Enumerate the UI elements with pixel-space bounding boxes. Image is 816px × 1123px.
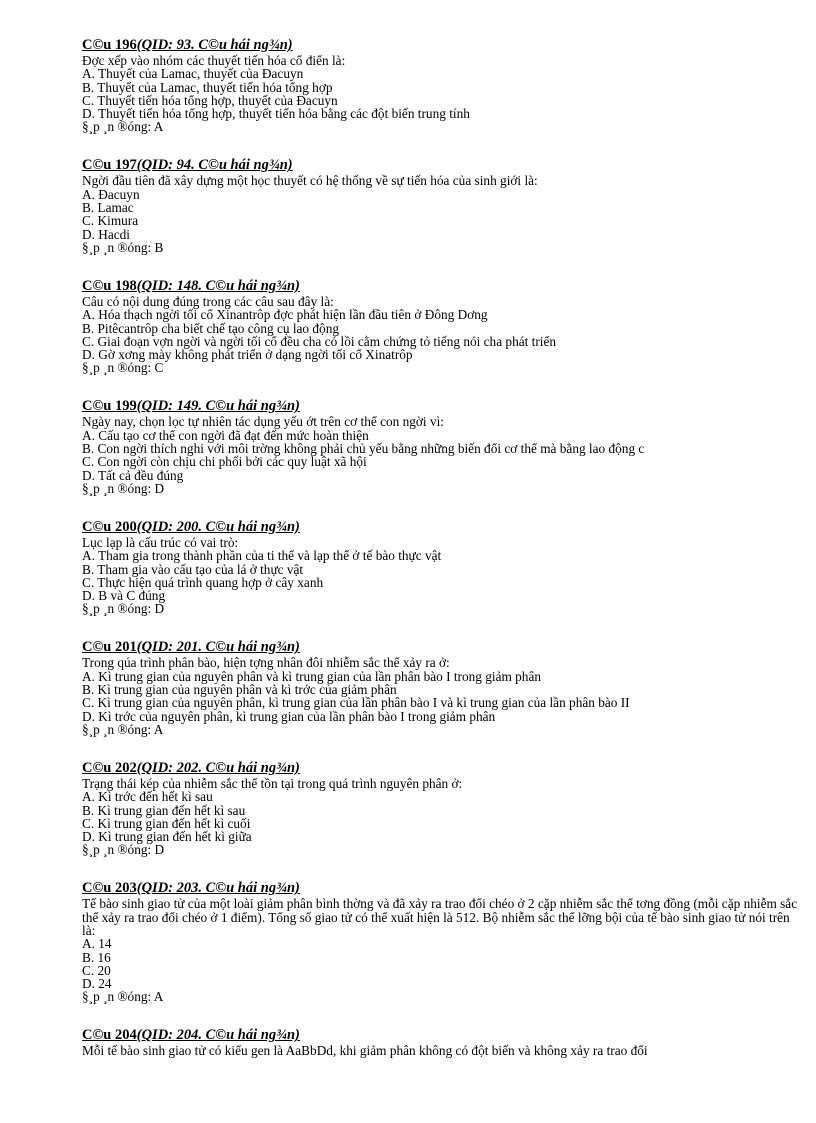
answer-option: A. Kì trung gian của nguyên phân và kì trung gian của lần phân bào I trong giảm phân <box>82 668 541 684</box>
correct-answer: §¸p ¸n ®óng: A <box>82 989 164 1005</box>
question-number: C©u 203 <box>82 880 137 897</box>
correct-answer: §¸p ¸n ®óng: A <box>82 119 164 135</box>
answer-option: A. Cấu tạo cơ thể con ngời đã đạt đến mức hoàn thiện <box>82 427 369 443</box>
answer-option: C. Thuyết tiến hóa tổng hợp, thuyết của Đacuyn <box>82 92 338 108</box>
question-heading <box>82 399 802 415</box>
correct-answer: §¸p ¸n ®óng: C <box>82 360 164 376</box>
answer-option: C. Kì trung gian đến hết kì cuối <box>82 815 251 831</box>
question-meta: (QID: 203. C©u hái ng¾n) <box>136 880 300 897</box>
answer-option: D. Thuyết tiến hóa tổng hợp, thuyết tiến hóa bằng các đột biến trung tính <box>82 106 470 122</box>
correct-answer: §¸p ¸n ®óng: A <box>82 721 164 737</box>
answer-option: B. 16 <box>82 949 111 965</box>
answer-option: A. Đacuyn <box>82 186 140 202</box>
answer-option: A. Hóa thạch ngời tối cổ Xinantrôp đợc phát hiện lần đầu tiên ở Đông Dơng <box>82 307 488 323</box>
question-meta: (QID: 148. C©u hái ng¾n) <box>136 277 300 294</box>
question-block <box>82 520 802 616</box>
question-meta: (QID: 94. C©u hái ng¾n) <box>136 157 293 174</box>
question-meta: (QID: 93. C©u hái ng¾n) <box>136 37 293 53</box>
question-block <box>82 640 802 736</box>
question-number: C©u 202 <box>82 759 137 776</box>
question-heading <box>82 881 802 897</box>
answer-option: A. Thuyết của Lamac, thuyết của Đacuyn <box>82 66 304 82</box>
question-block <box>82 881 802 1004</box>
question-number: C©u 198 <box>82 277 137 294</box>
answer-option: C. Kì trung gian của nguyên phân, kì trung gian của lần phân bào I và kì trung gian của lần phân bào II <box>82 695 630 711</box>
question-stem: Trong qúa trình phân bào, hiện tợng nhân đôi nhiễm sắc thể xảy ra ở: <box>82 655 450 671</box>
question-block <box>82 761 802 857</box>
question-number: C©u 200 <box>82 518 137 535</box>
answer-option: B. Kì trung gian của nguyên phân và kì trớc của giảm phân <box>82 682 397 698</box>
question-stem: Lục lạp là cấu trúc có vai trò: <box>82 534 239 550</box>
question-stem: Đợc xếp vào nhóm các thuyết tiến hóa cổ điển là: <box>82 53 346 68</box>
answer-option: D. B và C đúng <box>82 588 166 604</box>
question-meta: (QID: 201. C©u hái ng¾n) <box>136 639 300 656</box>
answer-option: B. Thuyết của Lamac, thuyết tiến hóa tổng hợp <box>82 79 333 95</box>
question-meta: (QID: 202. C©u hái ng¾n) <box>136 759 300 776</box>
answer-option: B. Kì trung gian đến hết kì sau <box>82 802 246 818</box>
question-stem: Tế bào sinh giao tử của một loài giảm phân bình thờng và đã xảy ra trao đổi chéo ở 2 cặp nhiễm sắc thể tơng đồng (mỗi cặp nhiễm sắc thể xảy ra trao đổi chéo ở 1 điểm). Tổng số giao tử có thể xuất hiện là 512. Bộ nhiễm sắc thể lỡng bội của tế bào sinh giao tử nói trên là: <box>82 896 798 938</box>
question-heading <box>82 38 802 54</box>
answer-option: D. Gờ xơng mày không phát triển ở dạng ngời tối cổ Xinatrôp <box>82 347 413 363</box>
question-number: C©u 197 <box>82 157 137 174</box>
answer-option: A. Kì trớc đến hết kì sau <box>82 789 213 805</box>
answer-option: B. Tham gia vào cấu tạo của lá ở thực vật <box>82 561 304 577</box>
question-block <box>82 158 802 254</box>
document-page <box>82 38 802 1082</box>
question-meta: (QID: 204. C©u hái ng¾n) <box>136 1027 300 1044</box>
question-stem: Ngày nay, chọn lọc tự nhiên tác dụng yếu ớt trên cơ thể con ngời vì: <box>82 414 444 430</box>
question-meta: (QID: 200. C©u hái ng¾n) <box>136 518 300 535</box>
answer-option: B. Lamac <box>82 200 134 216</box>
answer-option: D. 24 <box>82 976 112 992</box>
answer-option: C. Con ngời còn chịu chi phối bởi các quy luật xã hội <box>82 454 367 470</box>
answer-option: D. Kì trớc của nguyên phân, kì trung gian của lần phân bào I trong giảm phân <box>82 708 496 724</box>
correct-answer: §¸p ¸n ®óng: D <box>82 480 165 496</box>
correct-answer: §¸p ¸n ®óng: B <box>82 239 164 255</box>
question-number: C©u 199 <box>82 398 137 415</box>
question-heading <box>82 1028 802 1044</box>
answer-option: D. Hacdi <box>82 226 130 242</box>
question-number: C©u 204 <box>82 1027 137 1044</box>
answer-option: B. Con ngời thích nghi với môi trờng không phải chủ yếu bằng những biến đổi cơ thể mà bằng lao động c <box>82 441 645 457</box>
answer-option: A. Tham gia trong thành phần của ti thể và lạp thể ở tế bào thực vật <box>82 548 442 564</box>
answer-option: D. Kì trung gian đến hết kì giữa <box>82 829 252 845</box>
correct-answer: §¸p ¸n ®óng: D <box>82 601 165 617</box>
question-block <box>82 1028 802 1057</box>
answer-option: A. 14 <box>82 936 112 952</box>
answer-option: C. Thực hiện quá trình quang hợp ở cây xanh <box>82 574 324 590</box>
answer-option: C. Giai đoạn vợn ngời và ngời tối cổ đều cha có lồi cằm chứng tỏ tiếng nói cha phát triển <box>82 333 557 349</box>
question-block <box>82 279 802 375</box>
question-stem: Trạng thái kép của nhiễm sắc thể tồn tại trong quá trình nguyên phân ở: <box>82 775 463 791</box>
question-stem: Câu có nội dung đúng trong các câu sau đây là: <box>82 293 334 309</box>
answer-option: D. Tất cả đều đúng <box>82 467 184 483</box>
question-block <box>82 399 802 495</box>
question-heading <box>82 761 802 777</box>
answer-option: B. Pitêcantrôp cha biết chế tạo công cụ lao động <box>82 320 339 336</box>
question-heading <box>82 279 802 295</box>
question-heading <box>82 640 802 656</box>
question-number: C©u 196 <box>82 37 137 53</box>
question-heading <box>82 520 802 536</box>
question-stem: Ngời đầu tiên đã xây dựng một học thuyết có hệ thống về sự tiến hóa của sinh giới là: <box>82 173 538 189</box>
question-meta: (QID: 149. C©u hái ng¾n) <box>136 398 300 415</box>
question-number: C©u 201 <box>82 639 137 656</box>
correct-answer: §¸p ¸n ®óng: D <box>82 842 165 858</box>
answer-option: C. Kimura <box>82 213 139 229</box>
question-block <box>82 38 802 134</box>
answer-option: C. 20 <box>82 962 111 978</box>
question-heading <box>82 158 802 174</box>
question-stem: Mỗi tế bào sinh giao tử có kiểu gen là AaBbDd, khi giảm phân không có đột biến và không xảy ra trao đổi <box>82 1043 648 1059</box>
